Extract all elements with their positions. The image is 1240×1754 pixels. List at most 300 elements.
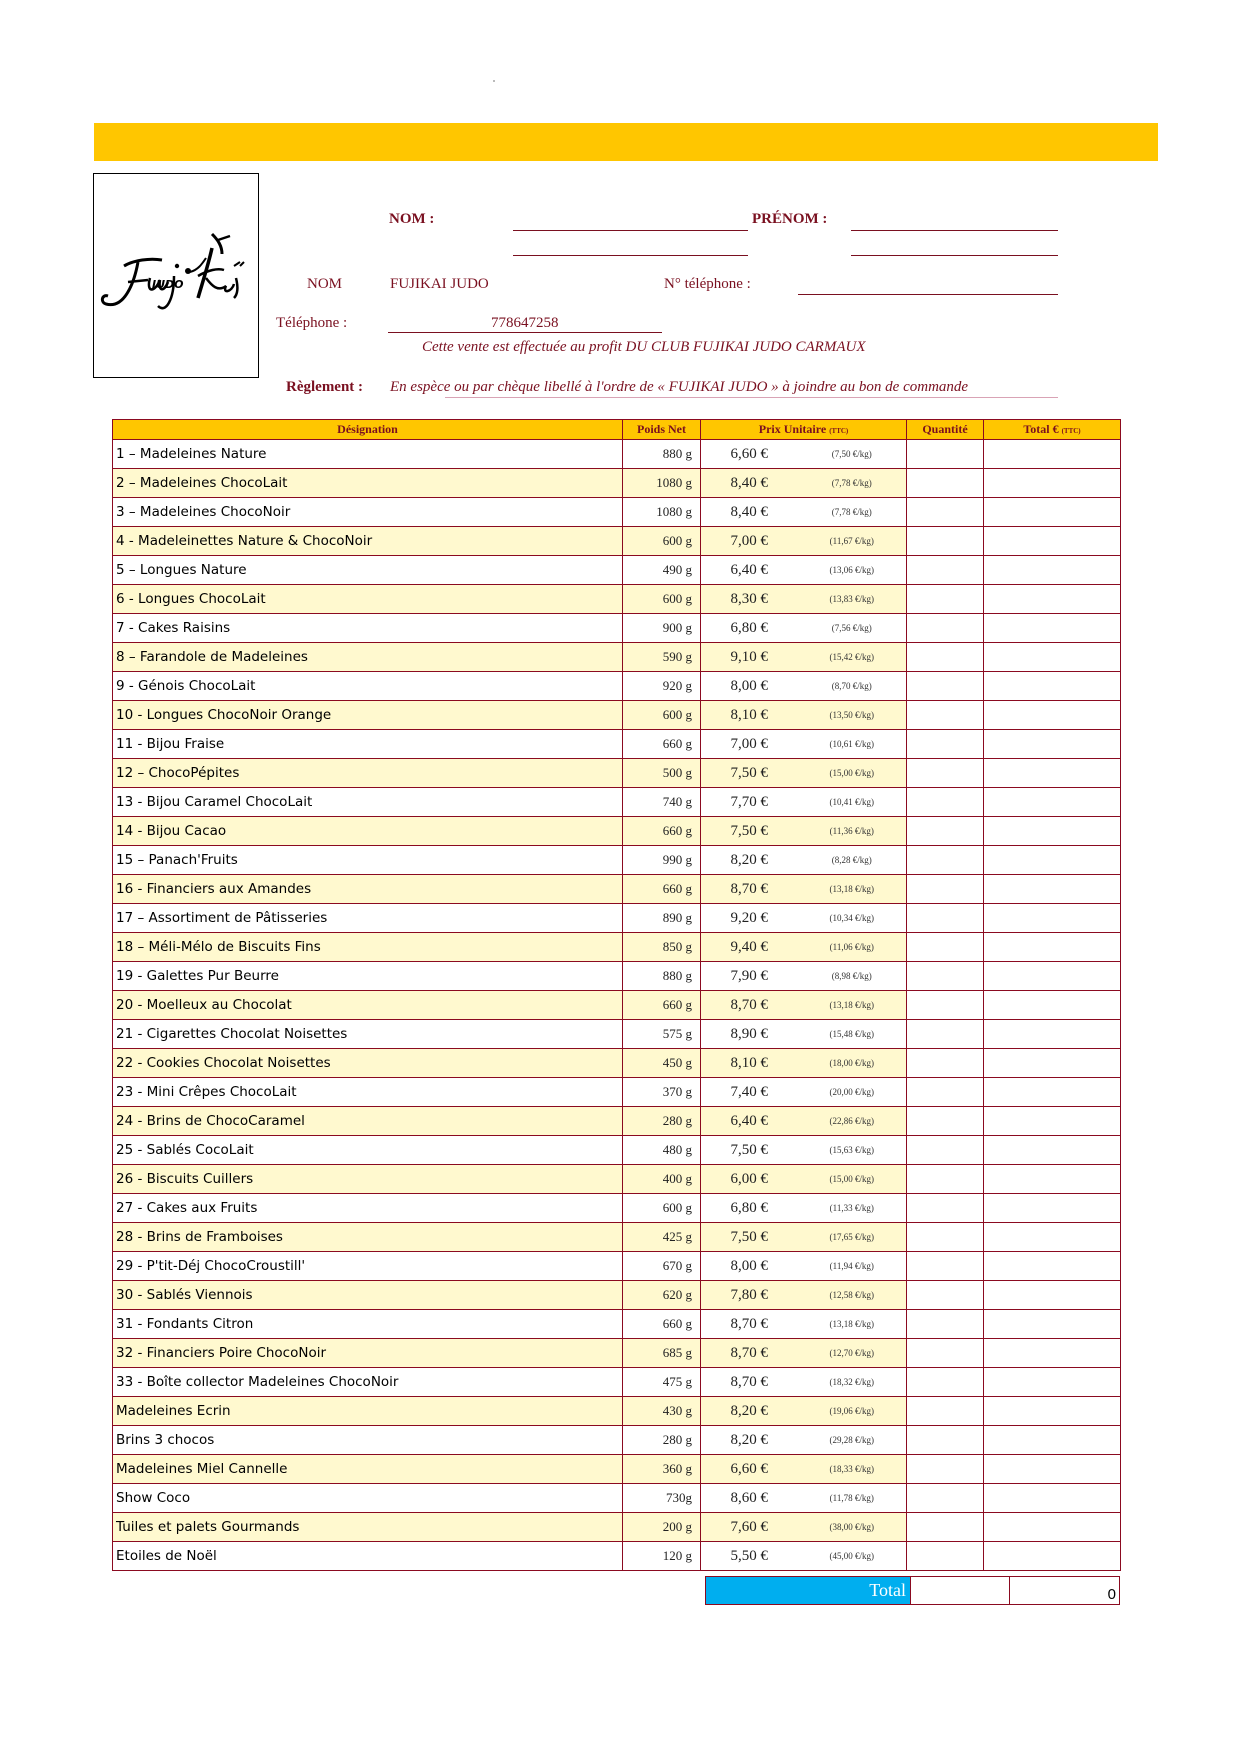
row-total-cell bbox=[984, 962, 1121, 991]
product-price-per-kg: (7,56 €/kg) bbox=[798, 614, 907, 643]
header-designation: Désignation bbox=[113, 420, 623, 440]
product-price: 8,10 € bbox=[701, 1049, 798, 1078]
quantity-cell[interactable] bbox=[907, 469, 984, 498]
row-total-cell bbox=[984, 1078, 1121, 1107]
header-total-label: Total € bbox=[1023, 422, 1059, 436]
product-weight: 120 g bbox=[623, 1542, 701, 1571]
row-total-cell bbox=[984, 440, 1121, 469]
product-weight: 1080 g bbox=[623, 498, 701, 527]
reglement-line bbox=[445, 397, 1058, 398]
product-price-per-kg: (12,58 €/kg) bbox=[798, 1281, 907, 1310]
quantity-cell[interactable] bbox=[907, 1107, 984, 1136]
table-row bbox=[113, 1310, 1121, 1339]
row-total-cell bbox=[984, 469, 1121, 498]
total-value: 0 bbox=[1009, 1576, 1120, 1605]
product-price: 6,40 € bbox=[701, 556, 798, 585]
table-row bbox=[113, 469, 1121, 498]
product-weight: 370 g bbox=[623, 1078, 701, 1107]
product-price: 5,50 € bbox=[701, 1542, 798, 1571]
product-weight: 620 g bbox=[623, 1281, 701, 1310]
quantity-cell[interactable] bbox=[907, 585, 984, 614]
phone-line[interactable] bbox=[798, 294, 1058, 295]
product-name: 32 - Financiers Poire ChocoNoir bbox=[113, 1339, 623, 1368]
product-price-per-kg: (8,70 €/kg) bbox=[798, 672, 907, 701]
quantity-cell[interactable] bbox=[907, 1484, 984, 1513]
club-logo bbox=[93, 173, 259, 378]
table-row bbox=[113, 1397, 1121, 1426]
header-prix-suffix: (TTC) bbox=[829, 427, 849, 435]
profit-note: Cette vente est effectuée au profit DU CLUB FUJIKAI JUDO CARMAUX bbox=[422, 339, 866, 355]
row-total-cell bbox=[984, 643, 1121, 672]
product-price-per-kg: (15,00 €/kg) bbox=[798, 1165, 907, 1194]
product-price-per-kg: (18,33 €/kg) bbox=[798, 1455, 907, 1484]
quantity-cell[interactable] bbox=[907, 1136, 984, 1165]
row-total-cell bbox=[984, 614, 1121, 643]
product-weight: 280 g bbox=[623, 1107, 701, 1136]
product-price-per-kg: (29,28 €/kg) bbox=[798, 1426, 907, 1455]
row-total-cell bbox=[984, 846, 1121, 875]
table-row bbox=[113, 759, 1121, 788]
product-price-per-kg: (45,00 €/kg) bbox=[798, 1542, 907, 1571]
header-poids: Poids Net bbox=[623, 420, 701, 440]
product-weight: 480 g bbox=[623, 1136, 701, 1165]
table-header-row bbox=[113, 420, 1121, 440]
table-row bbox=[113, 614, 1121, 643]
product-price-per-kg: (11,06 €/kg) bbox=[798, 933, 907, 962]
row-total-cell bbox=[984, 1107, 1121, 1136]
row-total-cell bbox=[984, 585, 1121, 614]
quantity-cell[interactable] bbox=[907, 1426, 984, 1455]
nom-line[interactable] bbox=[513, 230, 748, 231]
table-row bbox=[113, 1281, 1121, 1310]
header-quantite: Quantité bbox=[907, 420, 984, 440]
quantity-cell[interactable] bbox=[907, 1513, 984, 1542]
product-price: 6,80 € bbox=[701, 614, 798, 643]
header-total-suffix: (TTC) bbox=[1061, 427, 1081, 435]
product-weight: 660 g bbox=[623, 817, 701, 846]
quantity-cell[interactable] bbox=[907, 730, 984, 759]
row-total-cell bbox=[984, 556, 1121, 585]
row-total-cell bbox=[984, 730, 1121, 759]
product-weight: 670 g bbox=[623, 1252, 701, 1281]
product-price-per-kg: (13,18 €/kg) bbox=[798, 991, 907, 1020]
product-price: 6,00 € bbox=[701, 1165, 798, 1194]
table-row bbox=[113, 875, 1121, 904]
quantity-cell[interactable] bbox=[907, 440, 984, 469]
product-price: 7,70 € bbox=[701, 788, 798, 817]
product-name: 5 – Longues Nature bbox=[113, 556, 623, 585]
row-total-cell bbox=[984, 527, 1121, 556]
table-row bbox=[113, 991, 1121, 1020]
quantity-cell[interactable] bbox=[907, 614, 984, 643]
table-row bbox=[113, 1049, 1121, 1078]
product-weight: 600 g bbox=[623, 1194, 701, 1223]
quantity-cell[interactable] bbox=[907, 1252, 984, 1281]
reglement-text: En espèce ou par chèque libellé à l'ordre de « FUJIKAI JUDO » à joindre au bon de commande bbox=[390, 379, 969, 395]
quantity-cell[interactable] bbox=[907, 672, 984, 701]
fujikai-logo-icon bbox=[94, 174, 258, 377]
product-price-per-kg: (8,98 €/kg) bbox=[798, 962, 907, 991]
row-total-cell bbox=[984, 1513, 1121, 1542]
product-price-per-kg: (11,33 €/kg) bbox=[798, 1194, 907, 1223]
row-total-cell bbox=[984, 1223, 1121, 1252]
product-name: 18 – Méli-Mélo de Biscuits Fins bbox=[113, 933, 623, 962]
table-row bbox=[113, 498, 1121, 527]
table-row bbox=[113, 1223, 1121, 1252]
product-name: Madeleines Ecrin bbox=[113, 1397, 623, 1426]
product-weight: 900 g bbox=[623, 614, 701, 643]
quantity-cell[interactable] bbox=[907, 701, 984, 730]
product-price: 8,70 € bbox=[701, 1368, 798, 1397]
quantity-cell[interactable] bbox=[907, 1223, 984, 1252]
table-row bbox=[113, 672, 1121, 701]
product-name: 4 - Madeleinettes Nature & ChocoNoir bbox=[113, 527, 623, 556]
table-row bbox=[113, 1165, 1121, 1194]
row-total-cell bbox=[984, 672, 1121, 701]
table-row bbox=[113, 730, 1121, 759]
total-quantity-cell bbox=[910, 1576, 1010, 1605]
table-row bbox=[113, 1078, 1121, 1107]
product-weight: 880 g bbox=[623, 440, 701, 469]
row-total-cell bbox=[984, 1368, 1121, 1397]
product-name: 6 - Longues ChocoLait bbox=[113, 585, 623, 614]
product-name: Etoiles de Noël bbox=[113, 1542, 623, 1571]
total-label: Total bbox=[705, 1576, 911, 1605]
product-weight: 740 g bbox=[623, 788, 701, 817]
product-price: 9,10 € bbox=[701, 643, 798, 672]
header-prix bbox=[701, 420, 907, 440]
product-price-per-kg: (11,36 €/kg) bbox=[798, 817, 907, 846]
table-row bbox=[113, 556, 1121, 585]
product-name: 9 - Génois ChocoLait bbox=[113, 672, 623, 701]
product-price: 7,90 € bbox=[701, 962, 798, 991]
telephone-label: Téléphone : bbox=[276, 315, 348, 331]
product-name: 8 – Farandole de Madeleines bbox=[113, 643, 623, 672]
table-row bbox=[113, 962, 1121, 991]
product-name: 10 - Longues ChocoNoir Orange bbox=[113, 701, 623, 730]
table-row bbox=[113, 585, 1121, 614]
product-price-per-kg: (10,41 €/kg) bbox=[798, 788, 907, 817]
product-weight: 880 g bbox=[623, 962, 701, 991]
product-name: 11 - Bijou Fraise bbox=[113, 730, 623, 759]
product-price: 7,00 € bbox=[701, 527, 798, 556]
table-row bbox=[113, 1513, 1121, 1542]
product-price: 6,80 € bbox=[701, 1194, 798, 1223]
row-total-cell bbox=[984, 701, 1121, 730]
quantity-cell[interactable] bbox=[907, 1281, 984, 1310]
telephone-value: 778647258 bbox=[491, 315, 559, 331]
product-weight: 200 g bbox=[623, 1513, 701, 1542]
product-price-per-kg: (12,70 €/kg) bbox=[798, 1339, 907, 1368]
table-row bbox=[113, 1252, 1121, 1281]
table-row bbox=[113, 1484, 1121, 1513]
quantity-cell[interactable] bbox=[907, 1339, 984, 1368]
quantity-cell[interactable] bbox=[907, 1310, 984, 1339]
product-name: Show Coco bbox=[113, 1484, 623, 1513]
quantity-cell[interactable] bbox=[907, 1397, 984, 1426]
prenom-line-2[interactable] bbox=[851, 255, 1058, 256]
product-name: 21 - Cigarettes Chocolat Noisettes bbox=[113, 1020, 623, 1049]
header-prix-label: Prix Unitaire bbox=[758, 422, 827, 436]
product-price-per-kg: (15,63 €/kg) bbox=[798, 1136, 907, 1165]
product-price-per-kg: (15,48 €/kg) bbox=[798, 1020, 907, 1049]
quantity-cell[interactable] bbox=[907, 1078, 984, 1107]
product-price-per-kg: (15,42 €/kg) bbox=[798, 643, 907, 672]
product-name: 2 – Madeleines ChocoLait bbox=[113, 469, 623, 498]
product-price: 7,50 € bbox=[701, 1223, 798, 1252]
product-price-per-kg: (10,61 €/kg) bbox=[798, 730, 907, 759]
header-banner bbox=[94, 123, 1158, 161]
product-weight: 575 g bbox=[623, 1020, 701, 1049]
product-price: 8,70 € bbox=[701, 991, 798, 1020]
product-weight: 660 g bbox=[623, 730, 701, 759]
product-price: 7,60 € bbox=[701, 1513, 798, 1542]
row-total-cell bbox=[984, 498, 1121, 527]
product-name: 33 - Boîte collector Madeleines ChocoNoir bbox=[113, 1368, 623, 1397]
nom-small-label: NOM bbox=[307, 276, 343, 292]
product-name: 15 – Panach'Fruits bbox=[113, 846, 623, 875]
product-price-per-kg: (8,28 €/kg) bbox=[798, 846, 907, 875]
product-weight: 400 g bbox=[623, 1165, 701, 1194]
product-name: Brins 3 chocos bbox=[113, 1426, 623, 1455]
product-price-per-kg: (7,78 €/kg) bbox=[798, 469, 907, 498]
product-price: 6,60 € bbox=[701, 1455, 798, 1484]
product-weight: 1080 g bbox=[623, 469, 701, 498]
product-price: 7,50 € bbox=[701, 817, 798, 846]
product-price-per-kg: (11,94 €/kg) bbox=[798, 1252, 907, 1281]
product-price: 7,00 € bbox=[701, 730, 798, 759]
row-total-cell bbox=[984, 933, 1121, 962]
product-price: 8,20 € bbox=[701, 1397, 798, 1426]
table-row bbox=[113, 1339, 1121, 1368]
product-price: 8,00 € bbox=[701, 1252, 798, 1281]
product-weight: 920 g bbox=[623, 672, 701, 701]
quantity-cell[interactable] bbox=[907, 1165, 984, 1194]
table-row bbox=[113, 1426, 1121, 1455]
product-weight: 730g bbox=[623, 1484, 701, 1513]
product-weight: 280 g bbox=[623, 1426, 701, 1455]
product-name: 1 – Madeleines Nature bbox=[113, 440, 623, 469]
product-price-per-kg: (15,00 €/kg) bbox=[798, 759, 907, 788]
product-price: 7,50 € bbox=[701, 759, 798, 788]
product-name: 29 - P'tit-Déj ChocoCroustill' bbox=[113, 1252, 623, 1281]
product-price: 8,20 € bbox=[701, 846, 798, 875]
product-price-per-kg: (13,18 €/kg) bbox=[798, 1310, 907, 1339]
telephone-line bbox=[388, 332, 662, 333]
table-row bbox=[113, 701, 1121, 730]
reglement-label: Règlement : bbox=[286, 379, 364, 395]
product-name: 27 - Cakes aux Fruits bbox=[113, 1194, 623, 1223]
table-row bbox=[113, 788, 1121, 817]
product-price: 8,40 € bbox=[701, 498, 798, 527]
quantity-cell[interactable] bbox=[907, 788, 984, 817]
product-name: 14 - Bijou Cacao bbox=[113, 817, 623, 846]
product-name: 22 - Cookies Chocolat Noisettes bbox=[113, 1049, 623, 1078]
product-weight: 490 g bbox=[623, 556, 701, 585]
product-weight: 990 g bbox=[623, 846, 701, 875]
nom-line-2[interactable] bbox=[513, 255, 748, 256]
table-row bbox=[113, 440, 1121, 469]
product-name: 19 - Galettes Pur Beurre bbox=[113, 962, 623, 991]
product-price-per-kg: (7,78 €/kg) bbox=[798, 498, 907, 527]
product-weight: 685 g bbox=[623, 1339, 701, 1368]
product-name: 31 - Fondants Citron bbox=[113, 1310, 623, 1339]
row-total-cell bbox=[984, 788, 1121, 817]
product-weight: 500 g bbox=[623, 759, 701, 788]
product-name: 3 – Madeleines ChocoNoir bbox=[113, 498, 623, 527]
row-total-cell bbox=[984, 1165, 1121, 1194]
product-weight: 450 g bbox=[623, 1049, 701, 1078]
product-name: 20 - Moelleux au Chocolat bbox=[113, 991, 623, 1020]
product-price: 9,40 € bbox=[701, 933, 798, 962]
quantity-cell[interactable] bbox=[907, 1020, 984, 1049]
table-row bbox=[113, 846, 1121, 875]
table-row bbox=[113, 817, 1121, 846]
table-row bbox=[113, 527, 1121, 556]
product-weight: 660 g bbox=[623, 875, 701, 904]
product-price: 8,30 € bbox=[701, 585, 798, 614]
product-name: 23 - Mini Crêpes ChocoLait bbox=[113, 1078, 623, 1107]
row-total-cell bbox=[984, 1484, 1121, 1513]
product-price: 6,40 € bbox=[701, 1107, 798, 1136]
stray-dot bbox=[493, 80, 495, 82]
row-total-cell bbox=[984, 1194, 1121, 1223]
product-price: 8,70 € bbox=[701, 1310, 798, 1339]
product-weight: 600 g bbox=[623, 527, 701, 556]
product-price-per-kg: (20,00 €/kg) bbox=[798, 1078, 907, 1107]
logo-judo-text: JUDO bbox=[152, 278, 184, 291]
product-name: 28 - Brins de Framboises bbox=[113, 1223, 623, 1252]
product-price-per-kg: (13,50 €/kg) bbox=[798, 701, 907, 730]
quantity-cell[interactable] bbox=[907, 933, 984, 962]
table-row bbox=[113, 1107, 1121, 1136]
product-name: 12 – ChocoPépites bbox=[113, 759, 623, 788]
product-price-per-kg: (11,78 €/kg) bbox=[798, 1484, 907, 1513]
product-price-per-kg: (7,50 €/kg) bbox=[798, 440, 907, 469]
product-price: 8,10 € bbox=[701, 701, 798, 730]
quantity-cell[interactable] bbox=[907, 556, 984, 585]
row-total-cell bbox=[984, 875, 1121, 904]
product-price-per-kg: (13,83 €/kg) bbox=[798, 585, 907, 614]
product-price-per-kg: (17,65 €/kg) bbox=[798, 1223, 907, 1252]
table-row bbox=[113, 933, 1121, 962]
row-total-cell bbox=[984, 1310, 1121, 1339]
product-name: 13 - Bijou Caramel ChocoLait bbox=[113, 788, 623, 817]
nom-label: NOM : bbox=[389, 211, 435, 227]
row-total-cell bbox=[984, 1252, 1121, 1281]
quantity-cell[interactable] bbox=[907, 991, 984, 1020]
product-name: 7 - Cakes Raisins bbox=[113, 614, 623, 643]
product-weight: 660 g bbox=[623, 991, 701, 1020]
product-price: 8,90 € bbox=[701, 1020, 798, 1049]
product-price: 7,40 € bbox=[701, 1078, 798, 1107]
product-price: 8,70 € bbox=[701, 875, 798, 904]
quantity-cell[interactable] bbox=[907, 1194, 984, 1223]
product-price-per-kg: (18,32 €/kg) bbox=[798, 1368, 907, 1397]
product-weight: 360 g bbox=[623, 1455, 701, 1484]
row-total-cell bbox=[984, 1136, 1121, 1165]
table-row bbox=[113, 1368, 1121, 1397]
product-name: Madeleines Miel Cannelle bbox=[113, 1455, 623, 1484]
row-total-cell bbox=[984, 817, 1121, 846]
product-price: 8,70 € bbox=[701, 1339, 798, 1368]
row-total-cell bbox=[984, 1455, 1121, 1484]
prenom-label: PRÉNOM : bbox=[752, 211, 828, 227]
quantity-cell[interactable] bbox=[907, 875, 984, 904]
club-name: FUJIKAI JUDO bbox=[390, 276, 489, 292]
row-total-cell bbox=[984, 1426, 1121, 1455]
quantity-cell[interactable] bbox=[907, 1368, 984, 1397]
product-name: 17 – Assortiment de Pâtisseries bbox=[113, 904, 623, 933]
row-total-cell bbox=[984, 1049, 1121, 1078]
product-price-per-kg: (10,34 €/kg) bbox=[798, 904, 907, 933]
quantity-cell[interactable] bbox=[907, 1455, 984, 1484]
product-name: 25 - Sablés CocoLait bbox=[113, 1136, 623, 1165]
quantity-cell[interactable] bbox=[907, 643, 984, 672]
quantity-cell[interactable] bbox=[907, 759, 984, 788]
product-price: 6,60 € bbox=[701, 440, 798, 469]
product-weight: 425 g bbox=[623, 1223, 701, 1252]
prenom-line[interactable] bbox=[851, 230, 1058, 231]
product-price-per-kg: (18,00 €/kg) bbox=[798, 1049, 907, 1078]
table-row bbox=[113, 1455, 1121, 1484]
quantity-cell[interactable] bbox=[907, 962, 984, 991]
product-price: 8,20 € bbox=[701, 1426, 798, 1455]
product-name: 24 - Brins de ChocoCaramel bbox=[113, 1107, 623, 1136]
product-name: 30 - Sablés Viennois bbox=[113, 1281, 623, 1310]
row-total-cell bbox=[984, 904, 1121, 933]
product-price-per-kg: (11,67 €/kg) bbox=[798, 527, 907, 556]
product-price: 9,20 € bbox=[701, 904, 798, 933]
quantity-cell[interactable] bbox=[907, 904, 984, 933]
quantity-cell[interactable] bbox=[907, 1542, 984, 1571]
quantity-cell[interactable] bbox=[907, 527, 984, 556]
order-table bbox=[112, 419, 1121, 1571]
phone-label-right: N° téléphone : bbox=[664, 276, 751, 292]
header-total bbox=[984, 420, 1121, 440]
quantity-cell[interactable] bbox=[907, 1049, 984, 1078]
table-row bbox=[113, 1194, 1121, 1223]
product-price-per-kg: (13,18 €/kg) bbox=[798, 875, 907, 904]
product-weight: 660 g bbox=[623, 1310, 701, 1339]
product-price: 8,40 € bbox=[701, 469, 798, 498]
product-price-per-kg: (19,06 €/kg) bbox=[798, 1397, 907, 1426]
product-name: Tuiles et palets Gourmands bbox=[113, 1513, 623, 1542]
product-weight: 590 g bbox=[623, 643, 701, 672]
table-row bbox=[113, 1020, 1121, 1049]
row-total-cell bbox=[984, 991, 1121, 1020]
quantity-cell[interactable] bbox=[907, 817, 984, 846]
row-total-cell bbox=[984, 1542, 1121, 1571]
quantity-cell[interactable] bbox=[907, 846, 984, 875]
product-weight: 475 g bbox=[623, 1368, 701, 1397]
table-row bbox=[113, 1542, 1121, 1571]
product-weight: 600 g bbox=[623, 701, 701, 730]
row-total-cell bbox=[984, 1020, 1121, 1049]
product-price-per-kg: (22,86 €/kg) bbox=[798, 1107, 907, 1136]
row-total-cell bbox=[984, 1397, 1121, 1426]
quantity-cell[interactable] bbox=[907, 498, 984, 527]
product-name: 16 - Financiers aux Amandes bbox=[113, 875, 623, 904]
product-price: 7,80 € bbox=[701, 1281, 798, 1310]
table-row bbox=[113, 904, 1121, 933]
table-row bbox=[113, 643, 1121, 672]
product-weight: 430 g bbox=[623, 1397, 701, 1426]
product-price: 7,50 € bbox=[701, 1136, 798, 1165]
row-total-cell bbox=[984, 1339, 1121, 1368]
product-weight: 600 g bbox=[623, 585, 701, 614]
product-price-per-kg: (13,06 €/kg) bbox=[798, 556, 907, 585]
